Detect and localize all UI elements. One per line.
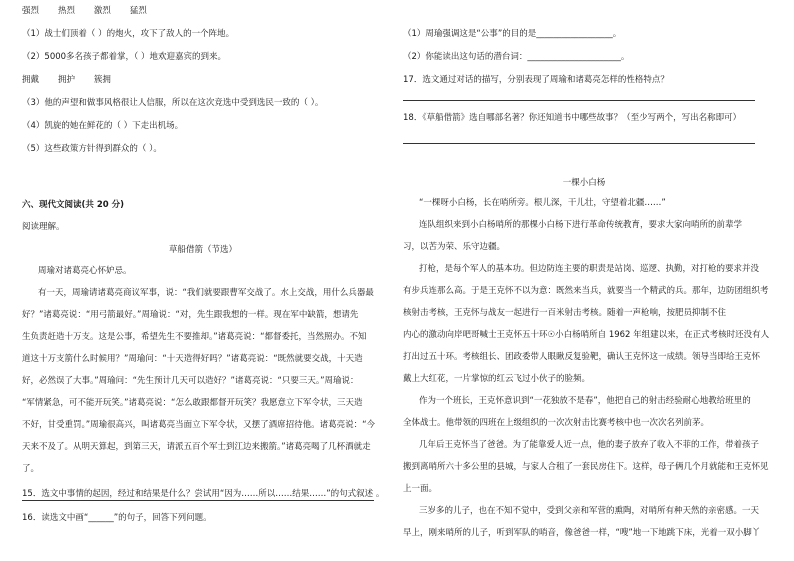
story-line: 作为一个班长，王克怀意识到“一花独放不是春”，他把自己的射击经验耐心地教给班里的 bbox=[419, 396, 751, 406]
story-line: 几年后王克怀当了爸爸。为了能靠爱人近一点，他的妻子放弃了收入不菲的工作，带着孩子 bbox=[419, 440, 760, 450]
question-text: （5）这些政策方针得到群众的（ ）。 bbox=[22, 144, 162, 154]
passage-line: 天来不及了。从明天算起，到第三天，请派五百个军士到江边来搬箭。”诸葛亮喝了几杯酒就走 bbox=[22, 442, 371, 452]
word-bank-item: 拥护 bbox=[57, 75, 75, 85]
story-title: 一棵小白杨 bbox=[562, 178, 606, 188]
question-text: （3）他的声望和做事风格很让人信服，所以在这次竞选中受到选民一致的（ ）。 bbox=[22, 98, 324, 108]
word-bank-item: 热烈 bbox=[57, 6, 75, 16]
question-16-1: （1）周瑜强调这是“公事”的目的是__________________。 bbox=[403, 29, 622, 39]
question-text: （4）凯旋的她在鲜花的（ ）下走出机场。 bbox=[22, 121, 184, 131]
passage-line: 有一天，周瑜请诸葛亮商议军事，说：“我们就要跟曹军交战了。水上交战，用什么兵器最 bbox=[38, 288, 374, 298]
question-18: 18．《草船借箭》选自哪部名著？你还知道书中哪些故事？（至少写两个，写出名称即可） bbox=[403, 113, 742, 123]
word-bank-item: 簇拥 bbox=[93, 75, 111, 85]
story-line: 三岁多的儿子，也在不知不觉中，受到父亲和军营的熏陶，对哨所有种天然的亲密感。一天 bbox=[419, 506, 760, 516]
word-bank-item: 激烈 bbox=[93, 6, 111, 16]
question-16-2: （2）你能读出这句话的潜台词：______________________。 bbox=[403, 52, 630, 62]
story-line: 上一面。 bbox=[403, 484, 438, 494]
passage-line: 好，必然误了大事。”周瑜问：“先生预计几天可以造好？”诸葛亮说：“只要三天。”周瑜说： bbox=[22, 376, 359, 386]
passage-line: 好？”诸葛亮说：“用弓箭最好。”周瑜说：“对，先生跟我想的一样。现在军中缺箭，想请先 bbox=[22, 310, 359, 320]
story-line: 连队组织来到小白杨哨所的那棵小白杨下进行革命传统教育，要求大家向哨所的前辈学 bbox=[419, 220, 743, 230]
passage-line: 不好，甘受重罚。”周瑜很高兴，叫诸葛亮当面立下军令状，又摆了酒席招待他。诸葛亮说：“今 bbox=[22, 420, 376, 430]
instruction: 阅读理解。 bbox=[22, 222, 65, 232]
passage-line: 了。 bbox=[22, 464, 40, 474]
word-bank-item: 拥戴 bbox=[22, 75, 40, 85]
story-line: 搬到离哨所六十多公里的县城，与家人合租了一套民房住下。这样，母子俩几个月就能和王克怀见 bbox=[403, 462, 769, 472]
word-bank-item: 强烈 bbox=[22, 6, 40, 16]
question-16: 16．读选文中画“______”的句子，回答下列问题。 bbox=[22, 513, 212, 523]
question-text: （2）5000多名孩子都着掌，（ ）地欢迎嘉宾的到来。 bbox=[22, 52, 226, 62]
story-line: “一棵呀小白杨，长在哨所旁。根儿深，干儿壮，守望着北疆……” bbox=[419, 198, 666, 208]
passage-line: 生负责赶造十万支。这是公事，希望先生不要推却。”诸葛亮说：“都督委托，当然照办。不知 bbox=[22, 332, 367, 342]
story-line: 内心的激动向岸吧哥喊士王克怀五十环☉小白杨哨所自 1962 年组建以来，在正式考核时还没有人 bbox=[403, 330, 770, 340]
word-bank-item: 猛烈 bbox=[129, 6, 147, 16]
story-line: 全体战士。他带领的四班在上级组织的一次次射击比赛考核中也一次次名列前茅。 bbox=[403, 418, 710, 428]
answer-line bbox=[403, 100, 755, 101]
word-bank-1 bbox=[22, 6, 147, 17]
story-line: 戴上大红花，一片掌惊的红云飞过小伙子的脸频。 bbox=[403, 374, 591, 384]
story-line: 核射击考核，王克怀与战友一起进行一百米射击考核。随着一声枪响，按肥员抑制不住 bbox=[403, 308, 727, 318]
word-bank-2 bbox=[22, 75, 111, 86]
question-15: 15．选文中事情的起因，经过和结果是什么？尝试用“因为……所以……结果……”的句式叙述 。 bbox=[22, 489, 385, 499]
story-line: 习，以苦为荣、乐守边疆。 bbox=[403, 242, 506, 252]
answer-line bbox=[22, 500, 374, 501]
answer-line bbox=[403, 143, 755, 144]
story-line: 早上，刚来哨所的儿子，听到军队的哨音，像爸爸一样，“嗖”地一下地跳下床，光着一双小脚丫 bbox=[403, 528, 761, 538]
passage-line: 道这十万支箭什么时候用？”周瑜问：“十天造得好吗？”诸葛亮说：“既然就要交战，十天造 bbox=[22, 354, 363, 364]
question-text: （1）战士们顶着（ ）的炮火，攻下了敌人的一个阵地。 bbox=[22, 29, 235, 39]
story-line: 打枪，是每个军人的基本功。但边防连主要的职责是站岗、巡逻、执勤，对打枪的要求并没 bbox=[419, 264, 760, 274]
question-17: 17．选文通过对话的描写，分别表现了周瑜和诸葛亮怎样的性格特点？ bbox=[403, 75, 669, 85]
section-title: 六、现代文阅读(共 20 分) bbox=[22, 200, 125, 210]
story-line: 有步兵连那么高。于是王克怀不以为意：既然来当兵，就要当一个精武的兵。那年，边防团组织考 bbox=[403, 286, 769, 296]
story-line: 打出过五十环。考核组长、团政委带人眼瞅反复验靶，确认王克怀这一成绩。领导当即给王克怀 bbox=[403, 352, 761, 362]
passage-line: “军情紧急，可不能开玩笑。”诸葛亮说：“怎么敢跟都督开玩笑？我愿意立下军令状，三天造 bbox=[22, 398, 363, 408]
passage-title: 草船借箭（节选） bbox=[168, 245, 237, 255]
passage-line: 周瑜对诸葛亮心怀妒忌。 bbox=[38, 266, 132, 276]
